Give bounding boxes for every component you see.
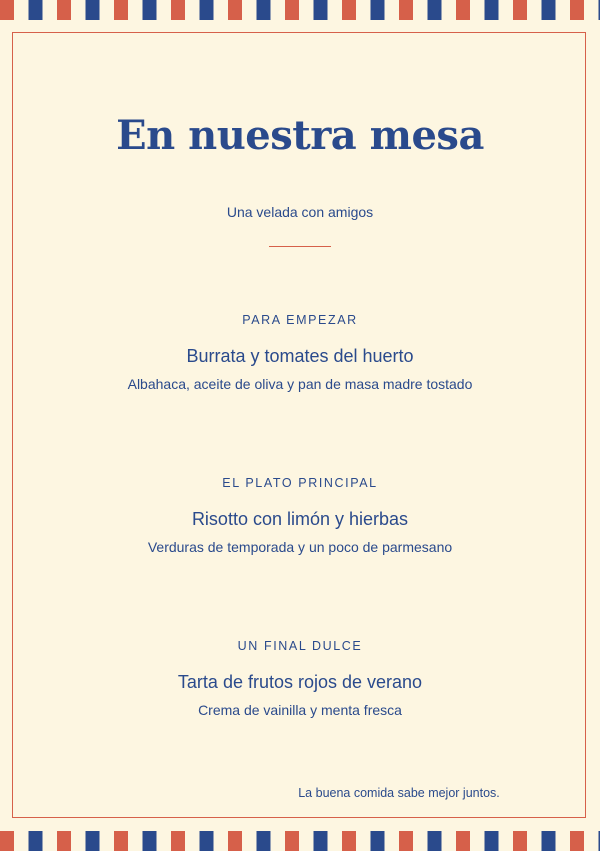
course-main — [0, 474, 600, 557]
footer-note: La buena comida sabe mejor juntos. — [298, 786, 500, 800]
airmail-stripe-bottom — [0, 831, 600, 851]
course-label: PARA EMPEZAR — [242, 313, 358, 327]
airmail-stripe-top — [0, 0, 600, 20]
course-description: Crema de vainilla y menta fresca — [198, 702, 402, 718]
course-dessert — [0, 637, 600, 720]
course-dish: Risotto con limón y hierbas — [191, 509, 409, 529]
course-label: UN FINAL DULCE — [237, 639, 363, 653]
course-starter — [0, 311, 600, 394]
menu-subtitle: Una velada con amigos — [226, 204, 374, 220]
menu-title: En nuestra mesa — [116, 112, 484, 159]
course-label: EL PLATO PRINCIPAL — [222, 476, 378, 490]
course-description: Albahaca, aceite de oliva y pan de masa madre tostado — [127, 376, 473, 392]
course-dish: Tarta de frutos rojos de verano — [177, 672, 423, 692]
title-divider — [269, 246, 331, 247]
course-description: Verduras de temporada y un poco de parmesano — [147, 539, 453, 555]
course-dish: Burrata y tomates del huerto — [186, 346, 414, 366]
